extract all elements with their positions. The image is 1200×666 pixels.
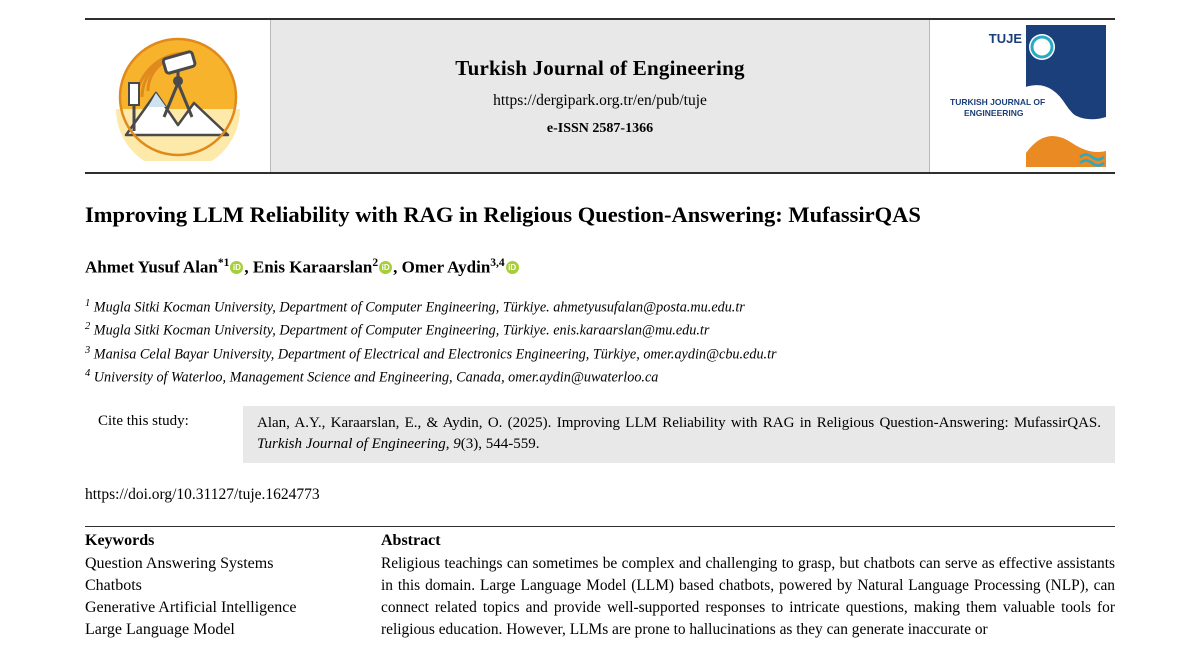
affiliation-sup-2: 2 <box>85 321 91 333</box>
affiliation-list <box>85 296 1115 390</box>
keyword-item: Large Language Model <box>85 621 235 639</box>
abstract-heading: Abstract <box>381 532 441 550</box>
author-sup-1: *1 <box>217 257 230 270</box>
keywords-list <box>85 553 371 641</box>
affiliation-text-2: Mugla Sitki Kocman University, Department of Computer Engineering, Türkiye. enis.karaarslan@mu.edu.tr <box>93 322 710 339</box>
affiliation-sup-4: 4 <box>85 368 91 380</box>
author-name-1: Ahmet Yusuf Alan <box>85 257 218 277</box>
affiliation-row <box>85 319 1115 342</box>
abstract-text: Religious teachings can sometimes be complex and challenging to grasp, but chatbots can serve as effective assistants in this domain. Large Language Model (LLM) based chatbots, powered by Natural Language Processing (NLP), can connect related topics and provide well-supported responses to intricate questions, making them valuable tools for religious education. However, LLMs are prone to hallucinations as they can generate inaccurate or <box>381 555 1115 639</box>
author-name-2: Enis Karaarslan <box>252 257 373 277</box>
journal-title: Turkish Journal of Engineering <box>455 55 745 80</box>
keywords-abstract-section <box>85 526 1115 641</box>
tuje-logo-line1: TURKISH JOURNAL OF <box>950 97 1046 107</box>
journal-eissn: e-ISSN 2587-1366 <box>546 120 654 136</box>
cite-label: Cite this study: <box>98 412 189 429</box>
affiliation-text-1: Mugla Sitki Kocman University, Department of Computer Engineering, Türkiye. ahmetyusufalan@posta.mu.edu.tr <box>93 299 745 316</box>
author-sup-3: 3,4 <box>490 257 505 270</box>
cite-text-part1: Alan, A.Y., Karaarslan, E., & Aydin, O. (2025). Improving LLM Reliability with RAG in Religious Question-Answering: MufassirQAS. <box>257 414 1101 431</box>
affiliation-text-3: Manisa Celal Bayar University, Department of Electrical and Electronics Engineering, Türkiye, omer.aydin@cbu.edu.tr <box>93 346 777 363</box>
affiliation-row <box>85 296 1115 319</box>
journal-logo-right <box>929 20 1115 172</box>
abstract-column <box>381 532 1115 641</box>
author-sep-2: , <box>393 257 402 277</box>
journal-masthead <box>85 18 1115 174</box>
doi-link[interactable]: https://doi.org/10.31127/tuje.1624773 <box>85 486 320 504</box>
affiliation-sup-1: 1 <box>85 297 91 309</box>
tuje-logo-line2: ENGINEERING <box>964 108 1024 118</box>
keyword-item: Question Answering Systems <box>85 555 274 573</box>
tuje-logo-icon <box>930 21 1115 171</box>
cite-text <box>243 406 1115 464</box>
cite-journal-italic: Turkish Journal of Engineering, 9 <box>257 435 461 452</box>
cite-text-part2: (3), 544-559. <box>460 435 540 452</box>
journal-logo-left <box>85 20 271 172</box>
page-title: Improving LLM Reliability with RAG in Religious Question-Answering: MufassirQAS <box>85 202 921 227</box>
keyword-item: Generative Artificial Intelligence <box>85 599 297 617</box>
affiliation-sup-3: 3 <box>85 344 91 356</box>
journal-masthead-center <box>271 20 929 172</box>
orcid-icon-3[interactable] <box>506 261 519 274</box>
paper-page <box>0 18 1200 666</box>
university-emblem-icon <box>108 31 248 161</box>
affiliation-row <box>85 366 1115 389</box>
orcid-icon-1[interactable] <box>230 261 243 274</box>
keywords-heading: Keywords <box>85 532 155 550</box>
author-list <box>85 257 1115 278</box>
author-name-3: Omer Aydin <box>401 257 491 277</box>
keywords-column <box>85 532 381 641</box>
author-sep-1: , <box>244 257 253 277</box>
cite-this-study <box>85 406 1115 464</box>
affiliation-row <box>85 343 1115 366</box>
author-sup-2: 2 <box>372 257 379 270</box>
keyword-item: Chatbots <box>85 577 142 595</box>
tuje-logo-mark: TUJE <box>988 31 1022 46</box>
orcid-icon-2[interactable] <box>379 261 392 274</box>
affiliation-text-4: University of Waterloo, Management Science and Engineering, Canada, omer.aydin@uwaterloo.ca <box>93 369 659 386</box>
journal-url[interactable]: https://dergipark.org.tr/en/pub/tuje <box>493 91 707 109</box>
